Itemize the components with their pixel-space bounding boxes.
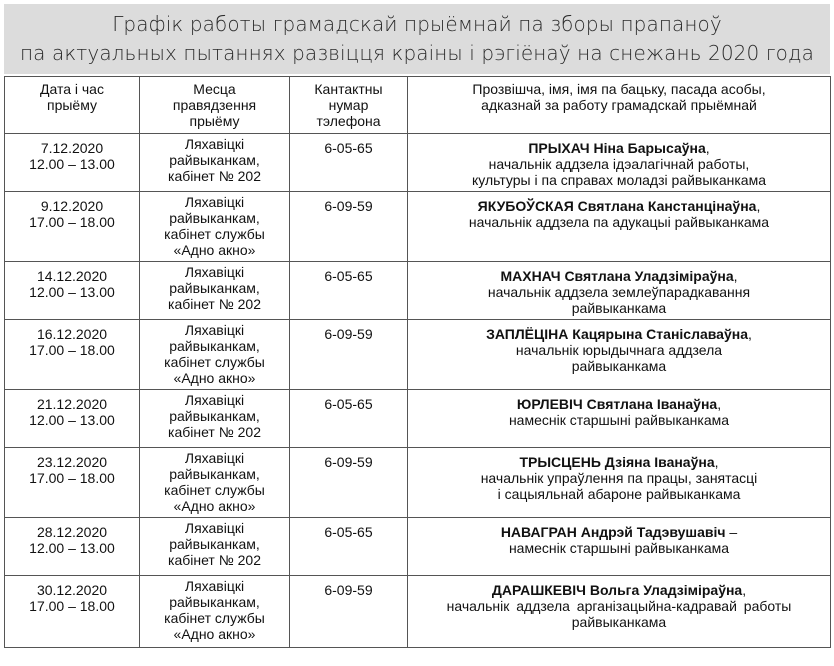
date-value: 14.12.2020 <box>36 268 108 284</box>
name-punctuation: , <box>733 268 738 284</box>
place-line: кабінет службы <box>164 482 265 498</box>
place-cell <box>140 518 290 576</box>
name-punctuation: , <box>748 326 752 342</box>
table-row <box>5 262 831 320</box>
position-line: начальнік юрыдычнага аддзела <box>515 342 723 358</box>
place-line: «Адно акно» <box>173 626 256 642</box>
header-place-line: Месца <box>193 81 236 97</box>
name-punctuation: , <box>756 198 761 214</box>
date-cell <box>5 576 140 648</box>
place-line: райвыканкам, <box>169 466 260 482</box>
person-cell <box>408 576 831 648</box>
date-cell <box>5 320 140 390</box>
date-value: 21.12.2020 <box>36 396 108 412</box>
phone-cell <box>290 390 408 448</box>
person-cell <box>408 390 831 448</box>
table-row <box>5 576 831 648</box>
position-line: культуры і па справах моладзі райвыканкама <box>472 172 766 188</box>
phone-cell <box>290 448 408 518</box>
phone-value: 6-09-59 <box>324 582 373 598</box>
position-line: начальнік упраўлення па працы, занятасці <box>480 470 758 486</box>
phone-value: 6-05-65 <box>324 268 373 284</box>
person-cell <box>408 320 831 390</box>
person-name-line <box>412 198 826 214</box>
date-value: 9.12.2020 <box>40 198 104 214</box>
position-line: райвыканкама <box>571 358 667 374</box>
time-value: 12.00 – 13.00 <box>29 540 115 556</box>
title-line-2: па актуальных пытаннях развіцця краіны і рэгіёнаў на снежань 2020 года <box>19 41 815 65</box>
position-line: начальнік аддзела арганізацыйна-кадравай работы <box>446 598 792 614</box>
person-cell <box>408 134 831 192</box>
place-line: Ляхавіцкі <box>184 578 245 594</box>
position-line: намеснік старшыні райвыканкама <box>508 412 730 428</box>
person-cell <box>408 192 831 262</box>
name-punctuation: , <box>742 582 747 598</box>
place-line: Ляхавіцкі <box>184 322 245 338</box>
table-row <box>5 448 831 518</box>
position-line: райвыканкама <box>571 300 667 316</box>
phone-cell <box>290 320 408 390</box>
time-value: 17.00 – 18.00 <box>29 470 115 486</box>
title-banner <box>4 4 830 74</box>
header-person-line: Прозвішча, імя, імя па бацьку, пасада асобы, <box>472 81 766 97</box>
phone-value: 6-05-65 <box>324 524 373 540</box>
position-line: і сацыяльнай абароне райвыканкама <box>497 486 741 502</box>
header-phone <box>290 77 408 134</box>
position-line: райвыканкама <box>571 614 667 630</box>
person-name: ЗАПЛЁЦІНА Кацярына Станіславаўна <box>486 326 748 342</box>
place-line: Ляхавіцкі <box>184 194 245 210</box>
place-line: «Адно акно» <box>173 242 256 258</box>
header-place <box>140 77 290 134</box>
place-line: райвыканкам, <box>169 210 260 226</box>
date-cell <box>5 192 140 262</box>
table-header-row <box>5 77 831 134</box>
time-value: 12.00 – 13.00 <box>29 284 115 300</box>
time-value: 17.00 – 18.00 <box>29 342 115 358</box>
time-value: 12.00 – 13.00 <box>29 156 115 172</box>
table-body <box>5 134 831 648</box>
phone-cell <box>290 576 408 648</box>
phone-cell <box>290 518 408 576</box>
header-phone-line: тэлефона <box>316 113 381 129</box>
place-line: кабінет № 202 <box>168 296 261 312</box>
header-place-line: прыёму <box>189 113 240 129</box>
date-cell <box>5 262 140 320</box>
person-name: ЯКУБОЎСКАЯ Святлана Канстанцінаўна <box>477 198 757 214</box>
header-person-line: адказнай за работу грамадскай прыёмнай <box>481 97 757 113</box>
place-line: кабінет № 202 <box>168 424 261 440</box>
person-name-line <box>412 582 826 598</box>
name-punctuation: , <box>717 396 722 412</box>
date-cell <box>5 134 140 192</box>
person-name-line <box>412 454 826 470</box>
place-line: Ляхавіцкі <box>184 520 245 536</box>
place-line: райвыканкам, <box>169 152 260 168</box>
place-line: кабінет службы <box>164 226 265 242</box>
place-line: Ляхавіцкі <box>184 264 245 280</box>
place-line: кабінет № 202 <box>168 168 261 184</box>
person-name: НАВАГРАН Андрэй Тадэвушавіч <box>500 524 726 540</box>
table-row <box>5 390 831 448</box>
person-cell <box>408 518 831 576</box>
schedule-table <box>4 76 831 648</box>
person-name: ЮРЛЕВІЧ Святлана Іванаўна <box>516 396 718 412</box>
date-cell <box>5 390 140 448</box>
place-cell <box>140 576 290 648</box>
place-line: райвыканкам, <box>169 594 260 610</box>
place-line: «Адно акно» <box>173 370 256 386</box>
date-value: 23.12.2020 <box>36 454 108 470</box>
header-date-line: Дата і час <box>40 81 104 97</box>
place-line: кабінет службы <box>164 354 265 370</box>
header-date <box>5 77 140 134</box>
time-value: 12.00 – 13.00 <box>29 412 115 428</box>
place-cell <box>140 192 290 262</box>
phone-value: 6-05-65 <box>324 140 373 156</box>
place-line: Ляхавіцкі <box>184 392 245 408</box>
name-punctuation: , <box>705 140 710 156</box>
phone-value: 6-05-65 <box>324 396 373 412</box>
phone-value: 6-09-59 <box>324 326 373 342</box>
phone-cell <box>290 262 408 320</box>
phone-cell <box>290 192 408 262</box>
person-name: ПРЫХАЧ Ніна Барысаўна <box>528 140 706 156</box>
date-value: 28.12.2020 <box>36 524 108 540</box>
date-value: 16.12.2020 <box>36 326 108 342</box>
title-line-1: Графік работы грамадскай прыёмнай па зборы прапаноў <box>112 12 722 36</box>
person-cell <box>408 448 831 518</box>
table-row <box>5 320 831 390</box>
name-punctuation: , <box>714 454 719 470</box>
person-name: ТРЫСЦЕНЬ Дзіяна Іванаўна <box>519 454 715 470</box>
person-name-line <box>412 326 826 342</box>
place-line: «Адно акно» <box>173 498 256 514</box>
header-person <box>408 77 831 134</box>
table-row <box>5 134 831 192</box>
person-name-line <box>412 268 826 284</box>
header-phone-line: нумар <box>328 97 369 113</box>
person-name-line <box>412 524 826 540</box>
place-cell <box>140 262 290 320</box>
date-cell <box>5 518 140 576</box>
place-cell <box>140 448 290 518</box>
place-line: райвыканкам, <box>169 338 260 354</box>
place-line: райвыканкам, <box>169 280 260 296</box>
header-phone-line: Кантактны <box>314 81 383 97</box>
phone-cell <box>290 134 408 192</box>
header-date-line: прыёму <box>47 97 97 113</box>
position-line: начальнік аддзела па адукацыі райвыканкама <box>468 214 770 230</box>
time-value: 17.00 – 18.00 <box>29 598 115 614</box>
place-line: кабінет № 202 <box>168 552 261 568</box>
place-line: райвыканкам, <box>169 408 260 424</box>
position-line: начальнік аддзела землеўпарадкавання <box>487 284 751 300</box>
name-punctuation: – <box>725 524 738 540</box>
table-row <box>5 192 831 262</box>
place-cell <box>140 390 290 448</box>
phone-value: 6-09-59 <box>324 198 373 214</box>
person-name-line <box>412 396 826 412</box>
date-value: 30.12.2020 <box>36 582 108 598</box>
time-value: 17.00 – 18.00 <box>29 214 115 230</box>
table-row <box>5 518 831 576</box>
place-cell <box>140 134 290 192</box>
person-name: ДАРАШКЕВІЧ Вольга Уладзіміраўна <box>491 582 743 598</box>
header-place-line: правядзення <box>172 97 257 113</box>
date-value: 7.12.2020 <box>40 140 104 156</box>
position-line: начальнік аддзела ідэалагічнай работы, <box>488 156 750 172</box>
place-line: Ляхавіцкі <box>184 450 245 466</box>
date-cell <box>5 448 140 518</box>
place-line: Ляхавіцкі <box>184 136 245 152</box>
phone-value: 6-09-59 <box>324 454 373 470</box>
place-cell <box>140 320 290 390</box>
person-name: МАХНАЧ Святлана Уладзіміраўна <box>500 268 734 284</box>
place-line: райвыканкам, <box>169 536 260 552</box>
place-line: кабінет службы <box>164 610 265 626</box>
position-line: намеснік старшыні райвыканкама <box>508 540 730 556</box>
person-name-line <box>412 140 826 156</box>
person-cell <box>408 262 831 320</box>
